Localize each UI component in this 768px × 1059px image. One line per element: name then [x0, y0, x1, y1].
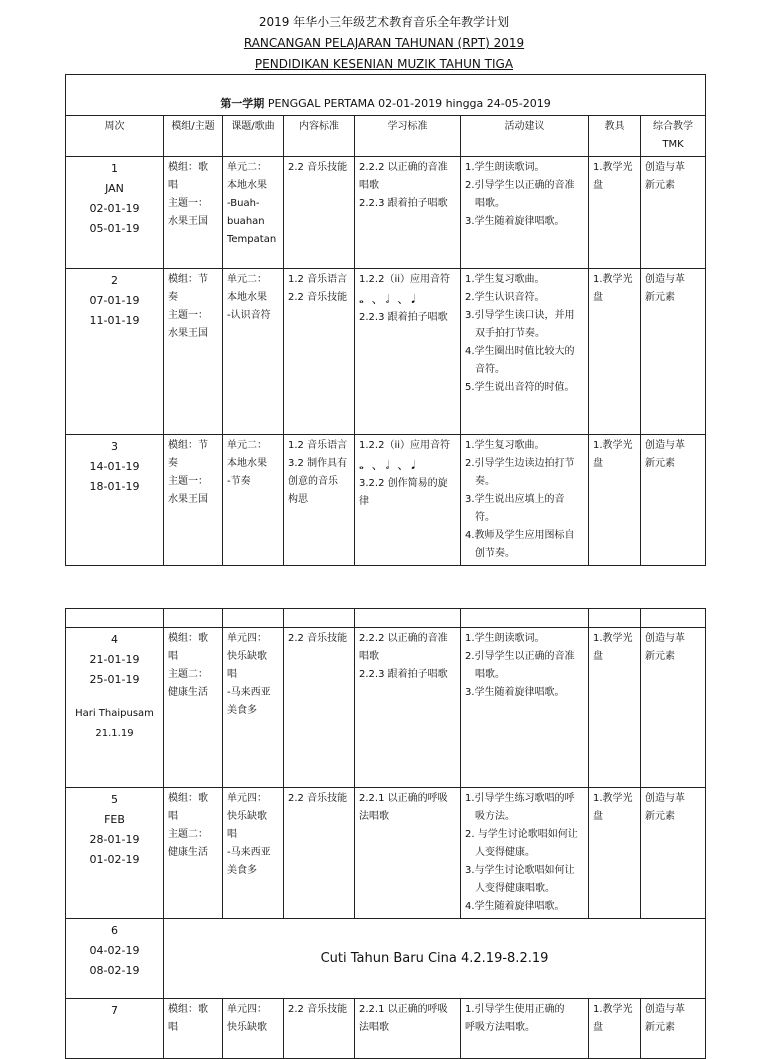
column-header-row [66, 116, 706, 157]
cell-line: 1.教学光 [593, 274, 633, 285]
module-cell [164, 788, 223, 919]
cell-line: 6 [111, 924, 118, 937]
blank-cell [284, 609, 355, 628]
cell-line: 奏 [168, 292, 178, 303]
content-standard-cell [284, 157, 355, 269]
content-standard-cell [284, 788, 355, 919]
plan-table-1 [65, 74, 706, 566]
cell-line: 模组：歌 [168, 633, 208, 644]
activities-cell [461, 788, 589, 919]
cell-line: 4.学生随着旋律唱歌。 [465, 901, 565, 912]
cell-line: 新元素 [645, 811, 675, 822]
note-line: Hari Thaipusam [75, 708, 154, 719]
cell-line: -认识音符 [227, 310, 271, 321]
cell-line: 水果王国 [168, 328, 208, 339]
cell-line: 单元二： [227, 162, 267, 173]
cell-line: 11-01-19 [89, 314, 140, 327]
cell-line: 唱 [168, 180, 178, 191]
cell-line: 2.2 音乐技能 [288, 162, 348, 173]
cell-line: 新元素 [645, 292, 675, 303]
week-holiday-note [70, 704, 159, 744]
cell-line: 新元素 [645, 1022, 675, 1033]
week-cell [66, 628, 164, 788]
cell-line: 1.教学光 [593, 1004, 633, 1015]
cell-line: 2.2.2 以正确的音准 [359, 633, 448, 644]
cell-line: 创造与革 [645, 793, 685, 804]
blank-cell [355, 609, 461, 628]
cell-line: 1.引导学生使用正确的 [465, 1004, 565, 1015]
cell-line: 模组：歌 [168, 1004, 208, 1015]
cell-line: 单元二： [227, 274, 267, 285]
cell-line: 2. 与学生讨论歌唱如何让人变得健康。 [465, 829, 578, 858]
topic-cell [223, 628, 284, 788]
cell-line: 健康生活 [168, 847, 208, 858]
blank-cell [461, 609, 589, 628]
cell-line: 单元二： [227, 440, 267, 451]
cell-line: 创意的音乐 [288, 476, 338, 487]
learning-standard-cell [355, 628, 461, 788]
cell-line: 02-01-19 [89, 202, 140, 215]
cell-line: 单元四： [227, 633, 267, 644]
cell-line: 1.2 音乐语言 [288, 440, 348, 451]
activities-cell [461, 435, 589, 566]
cell-line: 1.学生朗读歌词。 [465, 162, 545, 173]
content-standard-cell [284, 435, 355, 566]
note-line: 21.1.19 [95, 728, 134, 739]
topic-cell [223, 435, 284, 566]
cell-line: 盘 [593, 292, 603, 303]
header-title-rpt: RANCANGAN PELAJARAN TAHUNAN (RPT) 2019 [243, 36, 525, 50]
cell-line: 2.2 音乐技能 [288, 1004, 348, 1015]
cell-line: 2 [111, 274, 118, 287]
cell-line: 2.2.3 跟着拍子唱歌 [359, 312, 448, 323]
tmk-label: TMK [662, 139, 684, 150]
cell-line: 2.2.2 以正确的音准 [359, 162, 448, 173]
topic-cell [223, 157, 284, 269]
cell-line: 08-02-19 [89, 964, 140, 977]
cell-line: 创造与革 [645, 274, 685, 285]
blank-header-row [66, 609, 706, 628]
cell-line: 新元素 [645, 458, 675, 469]
cell-line: 3.2.2 创作简易的旋 [359, 478, 448, 489]
cell-line: 2.2.1 以正确的呼吸 [359, 793, 448, 804]
cell-line: 1.教学光 [593, 440, 633, 451]
cell-line: 水果王国 [168, 494, 208, 505]
cell-line: Tempatan [227, 234, 277, 245]
cell-line: 1.教学光 [593, 162, 633, 173]
activities-cell [461, 999, 589, 1059]
content-standard-cell [284, 628, 355, 788]
cell-line: 1.学生朗读歌词。 [465, 633, 545, 644]
cell-line: 2.2 音乐技能 [288, 292, 348, 303]
week-cell [66, 999, 164, 1059]
cell-line: -节奏 [227, 476, 251, 487]
cell-line: -马来西亚 [227, 847, 271, 858]
week-cell [66, 157, 164, 269]
learning-standard-cell [355, 435, 461, 566]
cell-line: 1.教学光 [593, 793, 633, 804]
cell-line: 1.引导学生练习歌唱的呼吸方法。 [465, 793, 575, 822]
integrated-cell [641, 157, 706, 269]
cell-line: 5 [111, 793, 118, 806]
column-header-content-standard: 内容标准 [284, 116, 355, 157]
plan-table-2 [65, 608, 706, 1059]
cell-line: 3.2 制作具有 [288, 458, 348, 469]
module-cell [164, 628, 223, 788]
cell-line: 健康生活 [168, 687, 208, 698]
teaching-aids-cell [589, 788, 641, 919]
cell-line: JAN [105, 182, 124, 195]
module-cell [164, 157, 223, 269]
cell-line: 单元四： [227, 793, 267, 804]
cell-line: 唱歌 [359, 180, 379, 191]
topic-cell [223, 999, 284, 1059]
cell-line: 唱 [168, 811, 178, 822]
cell-line: 4 [111, 633, 118, 646]
cell-line: 模组：歌 [168, 793, 208, 804]
cell-line: 3.与学生讨论歌唱如何让人变得健康唱歌。 [465, 865, 575, 894]
cell-line: 盘 [593, 1022, 603, 1033]
cell-line: 律 [359, 496, 369, 507]
cell-line: 新元素 [645, 180, 675, 191]
content-standard-cell [284, 269, 355, 435]
column-header-teaching-aids: 教具 [589, 116, 641, 157]
blank-cell [641, 609, 706, 628]
blank-cell [589, 609, 641, 628]
cell-line: 盘 [593, 458, 603, 469]
document-header [0, 12, 768, 75]
cell-line: 2.2.3 跟着拍子唱歌 [359, 669, 448, 680]
cell-line: 本地水果 [227, 292, 267, 303]
column-header-learning-standard: 学习标准 [355, 116, 461, 157]
activities-cell [461, 628, 589, 788]
cell-line: -马来西亚 [227, 687, 271, 698]
cell-line: 快乐缺歌 [227, 811, 267, 822]
week-cell [66, 269, 164, 435]
plan-row-week-6 [66, 919, 706, 999]
holiday-cell: Cuti Tahun Baru Cina 4.2.19-8.2.19 [164, 919, 706, 999]
learning-standard-cell [355, 788, 461, 919]
cell-line: 4.学生圈出时值比较大的音符。 [465, 346, 575, 375]
column-header-topic: 课题/歌曲 [223, 116, 284, 157]
plan-row-week-4 [66, 628, 706, 788]
module-cell [164, 269, 223, 435]
learning-standard-cell [355, 157, 461, 269]
cell-line: 04-02-19 [89, 944, 140, 957]
cell-line: 快乐缺歌 [227, 651, 267, 662]
cell-line: 2.引导学生以正确的音准唱歌。 [465, 180, 575, 209]
content-standard-cell [284, 999, 355, 1059]
module-cell [164, 999, 223, 1059]
week-cell [66, 788, 164, 919]
cell-line: 7 [111, 1004, 118, 1017]
cell-line: 主题一： [168, 310, 208, 321]
term-label: 第一学期 [220, 97, 265, 110]
cell-line: 2.引导学生以正确的音准唱歌。 [465, 651, 575, 680]
cell-line: 模组：节 [168, 274, 208, 285]
cell-line: 1.2.2（ii）应用音符 [359, 440, 451, 451]
plan-row-week-3 [66, 435, 706, 566]
cell-line: 构思 [288, 494, 308, 505]
learning-standard-cell [355, 269, 461, 435]
integrated-cell [641, 269, 706, 435]
cell-line: 3.学生说出应填上的音符。 [465, 494, 565, 523]
cell-line: 14-01-19 [89, 460, 140, 473]
column-header-week: 周次 [66, 116, 164, 157]
topic-cell [223, 269, 284, 435]
cell-line: 主题二： [168, 669, 208, 680]
cell-line: 05-01-19 [89, 222, 140, 235]
activities-cell [461, 157, 589, 269]
cell-line: 1.学生复习歌曲。 [465, 440, 545, 451]
plan-row-week-1 [66, 157, 706, 269]
cell-line: 奏 [168, 458, 178, 469]
cell-line: 1 [111, 162, 118, 175]
cell-line: 创造与革 [645, 633, 685, 644]
cell-line: 2.2.1 以正确的呼吸 [359, 1004, 448, 1015]
cell-line: 2.2.3 跟着拍子唱歌 [359, 198, 448, 209]
cell-line: 3.学生随着旋律唱歌。 [465, 216, 565, 227]
term-dates: PENGGAL PERTAMA 02-01-2019 hingga 24-05-2019 [267, 97, 551, 110]
cell-line: 本地水果 [227, 180, 267, 191]
integrated-cell [641, 628, 706, 788]
plan-row-week-5 [66, 788, 706, 919]
cell-line: 4.教师及学生应用图标自创节奏。 [465, 530, 575, 559]
cell-line: buahan [227, 216, 265, 227]
teaching-aids-cell [589, 269, 641, 435]
cell-line: 唱 [227, 829, 237, 840]
cell-line: 唱歌 [359, 651, 379, 662]
activities-cell [461, 269, 589, 435]
cell-line: 1.2.2（ii）应用音符 [359, 274, 451, 285]
cell-line: 新元素 [645, 651, 675, 662]
learning-standard-cell [355, 999, 461, 1059]
blank-cell [66, 609, 164, 628]
cell-line: 2.2 音乐技能 [288, 793, 348, 804]
cell-line: 唱 [168, 651, 178, 662]
header-title-subject: PENDIDIKAN KESENIAN MUZIK TAHUN TIGA [254, 57, 514, 71]
header-title-chinese: 2019 年华小三年级艺术教育音乐全年教学计划 [258, 15, 510, 29]
teaching-aids-cell [589, 435, 641, 566]
teaching-aids-cell [589, 999, 641, 1059]
note-symbols: 𝅝 、𝅗𝅥 、𝅘𝅥 [359, 458, 418, 472]
plan-row-week-7 [66, 999, 706, 1059]
note-symbols: 𝅝 、𝅗𝅥 、𝅘𝅥 [359, 292, 418, 306]
cell-line: 盘 [593, 180, 603, 191]
cell-line: 盘 [593, 811, 603, 822]
cell-line: 美食多 [227, 865, 257, 876]
week-cell [66, 919, 164, 999]
plan-row-week-2 [66, 269, 706, 435]
teaching-aids-cell [589, 157, 641, 269]
cell-line: 25-01-19 [89, 673, 140, 686]
column-header-activities: 活动建议 [461, 116, 589, 157]
integrated-cell [641, 435, 706, 566]
cell-line: 28-01-19 [89, 833, 140, 846]
cell-line: 2.2 音乐技能 [288, 633, 348, 644]
cell-line: 模组：歌 [168, 162, 208, 173]
cell-line: 1.学生复习歌曲。 [465, 274, 545, 285]
column-header-integrated [641, 116, 706, 157]
cell-line: -Buah- [227, 198, 260, 209]
cell-line: 美食多 [227, 705, 257, 716]
cell-line: 主题一： [168, 476, 208, 487]
cell-line: 1.教学光 [593, 633, 633, 644]
cell-line: 快乐缺歌 [227, 1022, 267, 1033]
term-title [66, 75, 706, 116]
cell-line: 5.学生说出音符的时值。 [465, 382, 575, 393]
cell-line: 主题二： [168, 829, 208, 840]
cell-line: 3.引导学生读口诀，并用双手拍打节奏。 [465, 310, 575, 339]
teaching-aids-cell [589, 628, 641, 788]
cell-line: 18-01-19 [89, 480, 140, 493]
cell-line: FEB [104, 813, 125, 826]
column-header-module: 模组/主题 [164, 116, 223, 157]
cell-line: 呼吸方法唱歌。 [465, 1022, 535, 1033]
cell-line: 唱 [227, 669, 237, 680]
module-cell [164, 435, 223, 566]
cell-line: 水果王国 [168, 216, 208, 227]
cell-line: 3 [111, 440, 118, 453]
week-cell [66, 435, 164, 566]
integrated-cell [641, 788, 706, 919]
cell-line: 本地水果 [227, 458, 267, 469]
cell-line: 盘 [593, 651, 603, 662]
cell-line: 3.学生随着旋律唱歌。 [465, 687, 565, 698]
cell-line: 单元四： [227, 1004, 267, 1015]
cell-line: 1.2 音乐语言 [288, 274, 348, 285]
cell-line: 01-02-19 [89, 853, 140, 866]
cell-line: 创造与革 [645, 440, 685, 451]
cell-line: 模组：节 [168, 440, 208, 451]
integrated-label: 综合教学 [653, 121, 693, 132]
cell-line: 2.引导学生边读边拍打节奏。 [465, 458, 575, 487]
cell-line: 创造与革 [645, 162, 685, 173]
topic-cell [223, 788, 284, 919]
blank-cell [164, 609, 223, 628]
blank-cell [223, 609, 284, 628]
cell-line: 2.学生认识音符。 [465, 292, 545, 303]
cell-line: 唱 [168, 1022, 178, 1033]
cell-line: 创造与革 [645, 1004, 685, 1015]
cell-line: 法唱歌 [359, 1022, 389, 1033]
cell-line: 主题一： [168, 198, 208, 209]
cell-line: 07-01-19 [89, 294, 140, 307]
cell-line: 21-01-19 [89, 653, 140, 666]
integrated-cell [641, 999, 706, 1059]
cell-line: 法唱歌 [359, 811, 389, 822]
